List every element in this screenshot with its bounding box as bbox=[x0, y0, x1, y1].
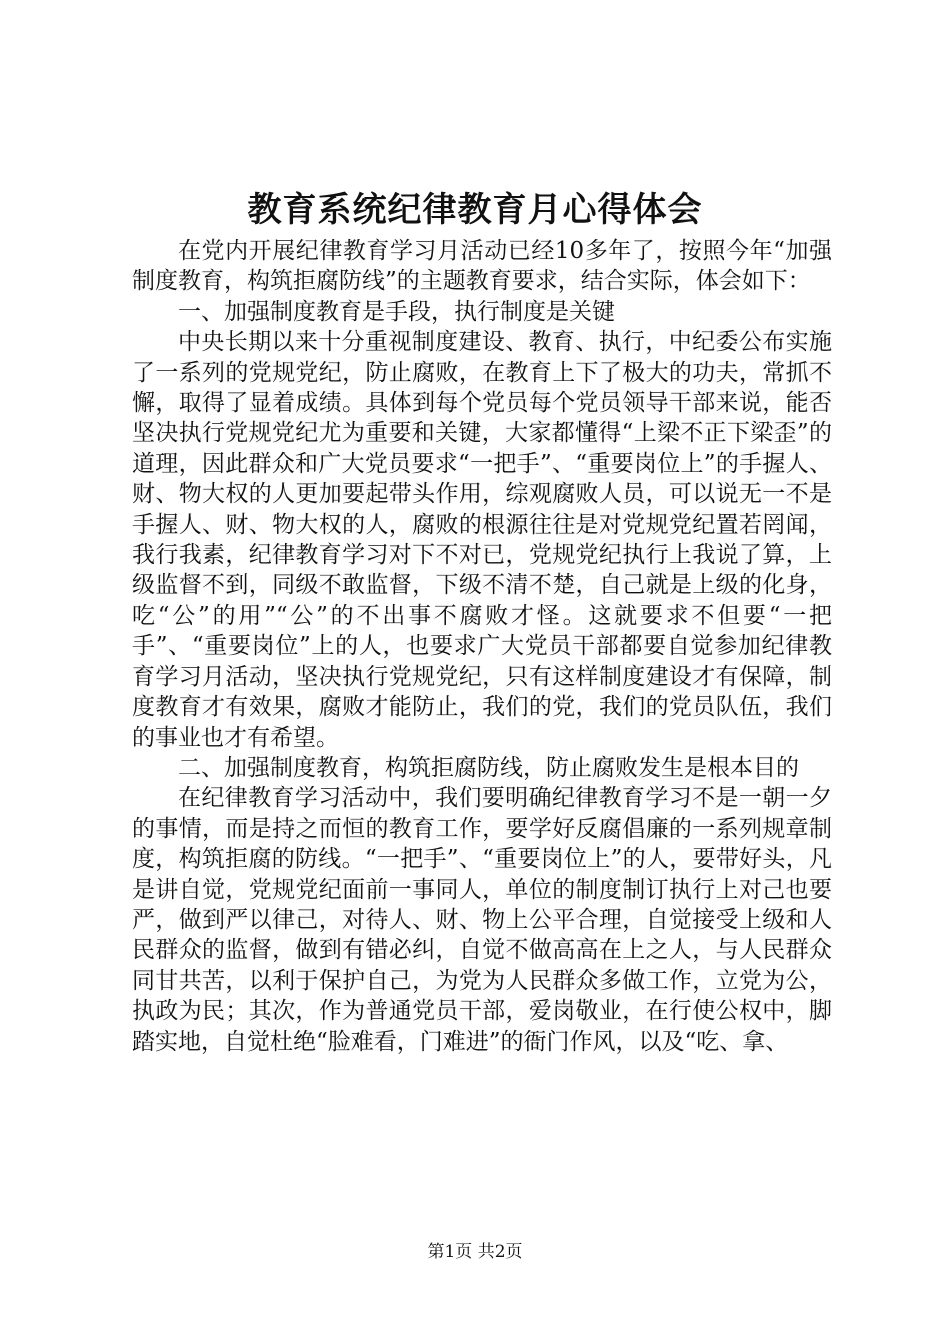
paragraph-intro: 在党内开展纪律教育学习月活动已经10多年了，按照今年“加强制度教育，构筑拒腐防线”的主题教育要求，结合实际，体会如下： bbox=[132, 238, 832, 295]
paragraph-section-2: 在纪律教育学习活动中，我们要明确纪律教育学习不是一朝一夕的事情，而是持之而恒的教育工作，要学好反腐倡廉的一系列规章制度，构筑拒腐的防线。“一把手”、“重要岗位上”的人，要带好头，凡是讲自觉，党规党纪面前一事同人，单位的制度制订执行上对己也要严，做到严以律己，对待人、财、物上公平合理，自觉接受上级和人民群众的监督，做到有错必纠，自觉不做高高在上之人，与人民群众同甘共苦，以利于保护自己，为党为人民群众多做工作，立党为公，执政为民；其次，作为普通党员干部，爱岗敬业，在行使公权中，脚踏实地，自觉杜绝“脸难看，门难进”的衙门作风，以及“吃、拿、 bbox=[132, 785, 832, 1055]
paragraph-section-1: 中央长期以来十分重视制度建设、教育、执行，中纪委公布实施了一系列的党规党纪，防止腐败，在教育上下了极大的功夫，常抓不懈，取得了显着成绩。具体到每个党员每个党员领导干部来说，能否坚决执行党规党纪尤为重要和关键，大家都懂得“上梁不正下梁歪”的道理，因此群众和广大党员要求“一把手”、“重要岗位上”的手握人、财、物大权的人更加要起带头作用，综观腐败人员，可以说无一不是手握人、财、物大权的人，腐败的根源往往是对党规党纪置若罔闻，我行我素，纪律教育学习对下不对已，党规党纪执行上我说了算，上级监督不到，同级不敢监督，下级不清不楚，自己就是上级的化身，吃“公”的用”“公”的不出事不腐败才怪。这就要求不但要“一把手”、“重要岗位”上的人，也要求广大党员干部都要自觉参加纪律教育学习月活动，坚决执行党规党纪，只有这样制度建设才有保障，制度教育才有效果，腐败才能防止，我们的党，我们的党员队伍，我们的事业也才有希望。 bbox=[132, 329, 832, 751]
section-heading-1: 一、加强制度教育是手段，执行制度是关键 bbox=[178, 298, 615, 325]
section-heading-2: 二、加强制度教育，构筑拒腐防线，防止腐败发生是根本目的 bbox=[178, 754, 799, 781]
page-footer: 第1页 共2页 bbox=[427, 1242, 523, 1262]
document-title: 教育系统纪律教育月心得体会 bbox=[247, 190, 703, 230]
document-body bbox=[132, 236, 832, 1057]
